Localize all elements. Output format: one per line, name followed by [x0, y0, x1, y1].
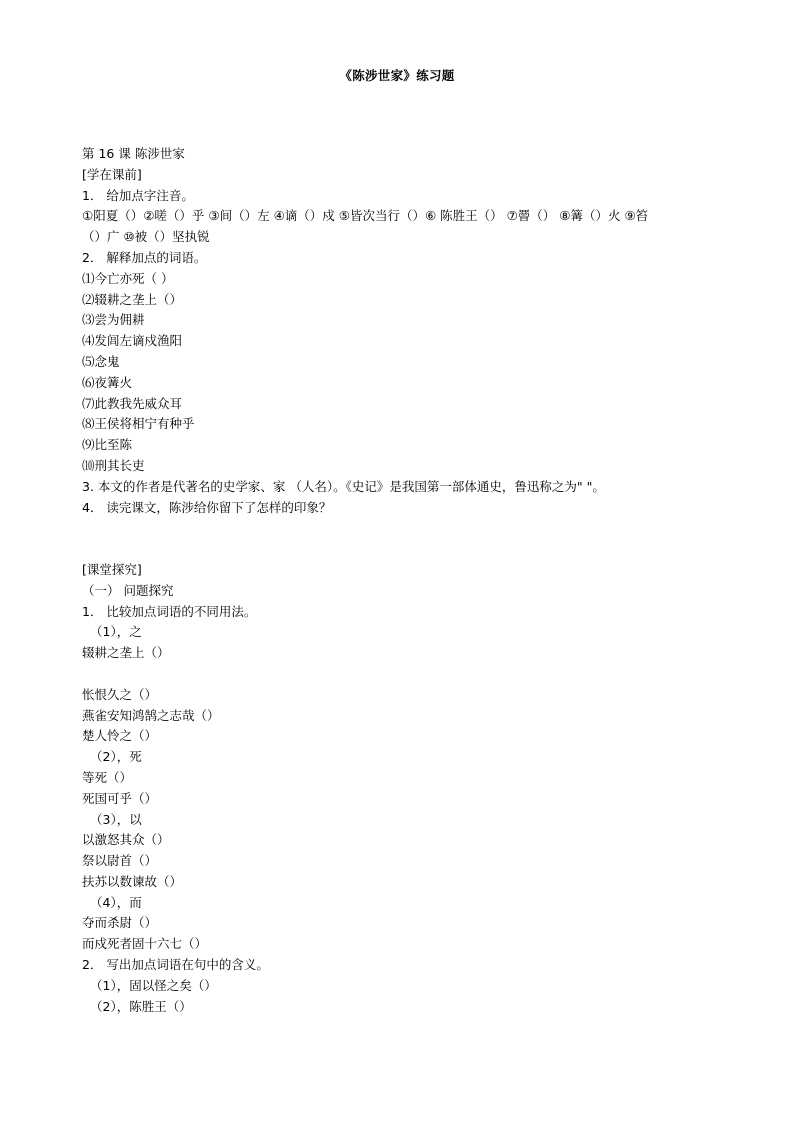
- example-item: 扶苏以数谏故（）: [82, 873, 183, 889]
- spacer: [82, 664, 722, 685]
- word-item: ⑼比至陈: [82, 437, 133, 453]
- example-item: 楚人怜之（）: [82, 728, 158, 744]
- word-item: ⑵辍耕之垄上（）: [82, 291, 183, 307]
- pinyin-line-1: ①阳夏（）②嗟（）乎 ③间（）左 ④谪（）戍 ⑤皆次当行（）⑥ 陈胜王（） ⑦罾（） ⑧篝（）火 ⑨笞: [82, 208, 649, 224]
- word-item: ⑸念鬼: [82, 353, 120, 369]
- lesson-heading: 第 16 课 陈涉世家: [82, 146, 185, 161]
- example-item: 等死（）: [82, 769, 133, 785]
- example-item: 怅恨久之（）: [82, 686, 158, 702]
- example-item: 祭以尉首（）: [82, 853, 158, 869]
- page-title: 《陈涉世家》练习题: [339, 68, 455, 83]
- meaning-item: （2），陈胜王（）: [90, 998, 192, 1014]
- subsection-heading: （一） 问题探究: [82, 582, 174, 598]
- question-1: 1． 给加点字注音。: [82, 187, 194, 203]
- group-heading: （1），之: [90, 624, 142, 640]
- spacer: [82, 518, 722, 560]
- word-item: ⑻王侯将相宁有种乎: [82, 416, 195, 432]
- word-item: ⑴今亡亦死（ ）: [82, 270, 174, 286]
- word-item: ⑶尝为佣耕: [82, 312, 145, 328]
- group-heading: （4），而: [90, 894, 142, 910]
- example-item: 夺而杀尉（）: [82, 915, 158, 931]
- question-1-compare: 1． 比较加点词语的不同用法。: [82, 603, 257, 619]
- meaning-item: （1），固以怪之矣（）: [90, 977, 217, 993]
- group-heading: （3），以: [90, 811, 142, 827]
- word-item: ⑺此教我先威众耳: [82, 395, 183, 411]
- example-item: 死国可乎（）: [82, 790, 158, 806]
- question-2: 2． 解释加点的词语。: [82, 249, 207, 265]
- example-item: 辍耕之垄上（）: [82, 645, 170, 661]
- example-item: 而戍死者固十六七（）: [82, 936, 208, 952]
- question-2-meaning: 2． 写出加点词语在句中的含义。: [82, 957, 269, 973]
- section-heading-pre-class: [学在课前]: [82, 166, 142, 182]
- question-3: 3. 本文的作者是代著名的史学家、家 （人名）。《史记》是我国第一部体通史，鲁迅称之为" "。: [82, 478, 605, 494]
- question-4: 4． 读完课文，陈涉给你留下了怎样的印象？: [82, 499, 332, 515]
- group-heading: （2），死: [90, 749, 142, 765]
- example-item: 以激怒其众（）: [82, 832, 170, 848]
- section-heading-in-class: [课堂探究]: [82, 561, 142, 577]
- word-item: ⑷发闾左谪戍渔阳: [82, 333, 183, 349]
- word-item: ⑹夜篝火: [82, 374, 133, 390]
- pinyin-line-2: （）广 ⑩被（）坚执锐: [82, 229, 210, 245]
- word-item: ⑽刑其长吏: [82, 457, 145, 473]
- document-body: [82, 144, 722, 1017]
- example-item: 燕雀安知鸿鹄之志哉（）: [82, 707, 220, 723]
